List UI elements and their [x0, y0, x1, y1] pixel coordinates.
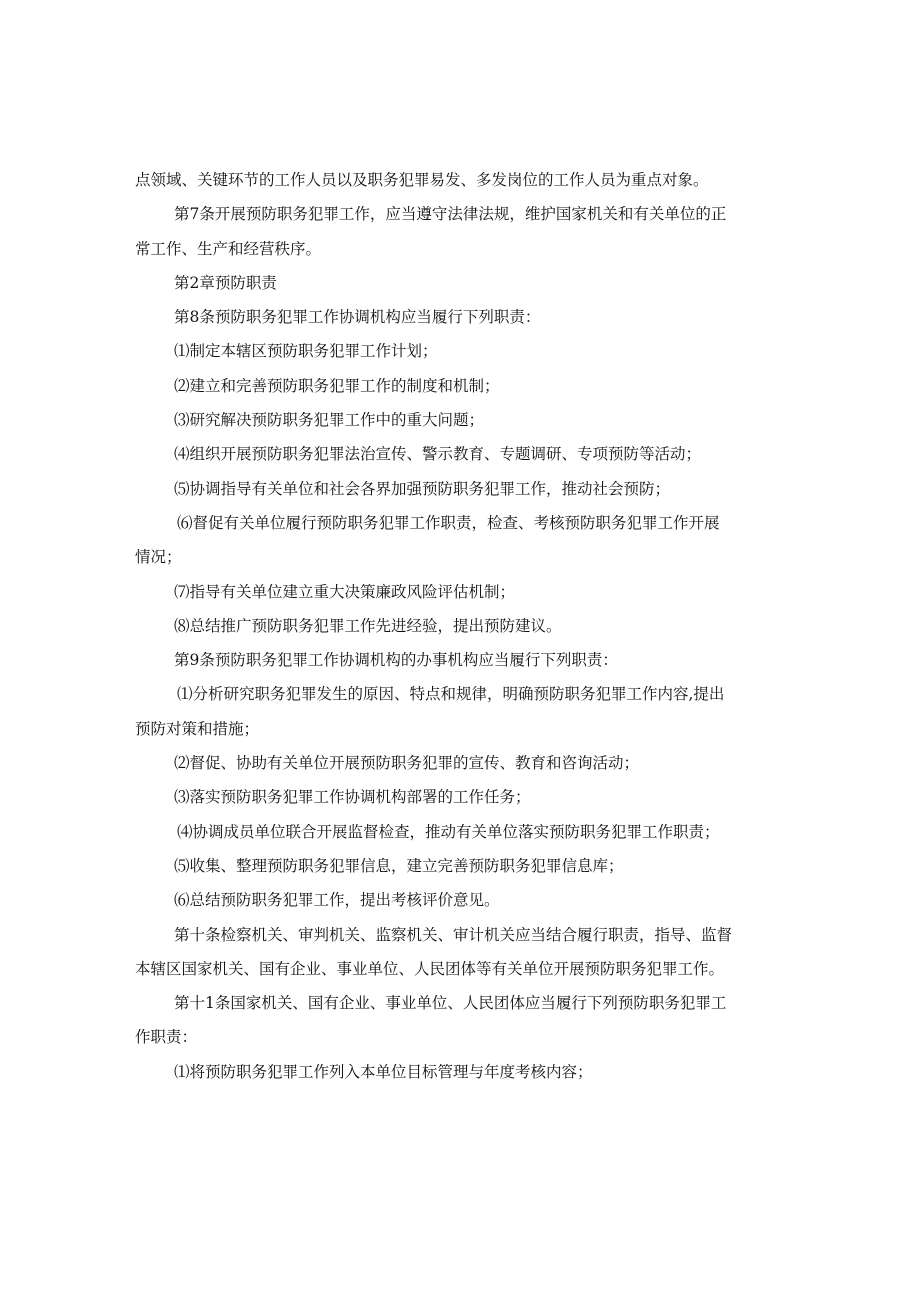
paragraph-line: 预防对策和措施；	[135, 719, 260, 738]
list-item: ⑴制定本辖区预防职务犯罪工作计划；	[174, 342, 438, 361]
paragraph-line: 点领域、关键环节的工作人员以及职务犯罪易发、多发岗位的工作人员为重点对象。	[135, 171, 709, 189]
article-8-line: 第8条预防职务犯罪工作协调机构应当履行下列职责：	[174, 308, 541, 327]
list-item: ⑷组织开展预防职务犯罪法治宣传、警示教育、专题调研、专项预防等活动；	[174, 445, 702, 464]
list-item: ⑶落实预防职务犯罪工作协调机构部署的工作任务；	[174, 788, 531, 807]
list-item: ⑸收集、整理预防职务犯罪信息，建立完善预防职务犯罪信息库；	[174, 856, 624, 875]
list-item: ⑷协调成员单位联合开展监督检查，推动有关单位落实预防职务犯罪工作职责；	[177, 822, 720, 841]
list-item: ⑶研究解决预防职务犯罪工作中的重大问题；	[174, 411, 485, 430]
list-item: ⑵督促、协助有关单位开展预防职务犯罪的宣传、教育和咨询活动；	[174, 754, 640, 773]
list-item: ⑹督促有关单位履行预防职务犯罪工作职责，检查、考核预防职务犯罪工作开展	[177, 513, 720, 532]
paragraph-line: 常工作、生产和经营秩序。	[135, 239, 322, 258]
paragraph-line: 作职责：	[135, 1028, 198, 1047]
list-item: ⑸协调指导有关单位和社会各界加强预防职务犯罪工作，推动社会预防；	[174, 479, 671, 498]
paragraph-line: 情况；	[135, 548, 182, 567]
article-10-line: 第十条检察机关、审判机关、监察机关、审计机关应当结合履行职责，指导、监督	[174, 925, 733, 944]
article-7-line: 第7条开展预防职务犯罪工作，应当遵守法律法规，维护国家机关和有关单位的正	[174, 205, 727, 224]
list-item: ⑴将预防职务犯罪工作列入本单位目标管理与年度考核内容；	[174, 1062, 593, 1081]
document-body	[135, 163, 795, 1089]
list-item: ⑻总结推广预防职务犯罪工作先进经验，提出预防建议。	[174, 616, 562, 635]
list-item: ⑵建立和完善预防职务犯罪工作的制度和机制；	[174, 376, 500, 395]
list-item: ⑺指导有关单位建立重大决策廉政风险评估机制；	[174, 582, 516, 601]
list-item: ⑴分析研究职务犯罪发生的原因、特点和规律，明确预防职务犯罪工作内容,提出	[177, 685, 725, 704]
list-item: ⑹总结预防职务犯罪工作，提出考核评价意见。	[174, 891, 500, 910]
paragraph-line: 本辖区国家机关、国有企业、事业单位、人民团体等有关单位开展预防职务犯罪工作。	[135, 959, 725, 978]
article-9-line: 第9条预防职务犯罪工作协调机构的办事机构应当履行下列职责：	[174, 651, 618, 670]
chapter-heading: 第2章预防职责	[174, 273, 277, 292]
article-11-line: 第十1条国家机关、国有企业、事业单位、人民团体应当履行下列预防职务犯罪工	[174, 994, 727, 1013]
